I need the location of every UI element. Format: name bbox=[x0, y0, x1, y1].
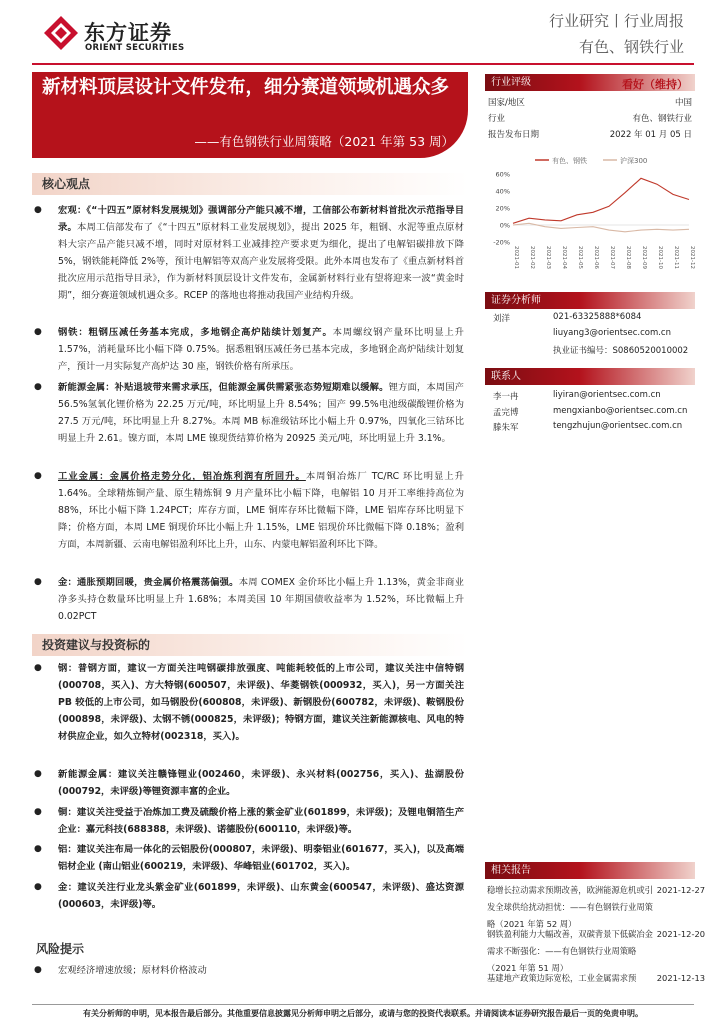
core-views-label: 核心观点 bbox=[42, 177, 91, 191]
bullet-body: 本周螺纹钢产量环比明显上升 1.57%，消耗量环比小幅下降 0.75%。据悉粗钢压减任务已基本完成，多地钢企高炉陆续计划复产，预计一月实际复产高炉达 30 座，钢铁价格有所承压。 bbox=[58, 327, 464, 372]
analyst-label: 证券分析师 bbox=[491, 295, 541, 306]
risk-label: 风险提示 bbox=[36, 942, 85, 956]
invest-bullet-steel bbox=[34, 660, 464, 745]
report-type: 行业研究丨行业周报 bbox=[548, 12, 684, 30]
bullet-lead: 新能源金属：补贴退坡带来需求承压，但能源金属供需紧张态势短期难以缓解。 bbox=[58, 382, 389, 393]
info-value: 有色、钢铁行业 bbox=[632, 114, 692, 124]
core-bullet-gold bbox=[34, 574, 464, 625]
bullet-icon: ● bbox=[34, 844, 42, 854]
contact-email[interactable]: mengxianbo@orientsec.com.cn bbox=[553, 406, 688, 416]
analyst-name: 刘洋 bbox=[493, 314, 511, 324]
analyst-email[interactable]: liuyang3@orientsec.com.cn bbox=[553, 328, 671, 338]
related-report-title[interactable]: 钢铁盈利能力大幅改善，双碳背景下低碳冶金需求不断强化：——有色钢铁行业周策略（2021 年第 51 周） bbox=[487, 929, 653, 973]
bullet-text: 铝：建议关注布局一体化的云铝股份(000807，未评级)、明泰铝业(601677，买入)，以及高端铝材企业 (南山铝业(600219，未评级)、华峰铝业(601702，买入)。 bbox=[58, 844, 464, 872]
rating-value: 看好（维持） bbox=[622, 78, 688, 91]
x-tick-label: 2021-04 bbox=[561, 246, 567, 269]
report-subtitle: ——有色钢铁行业周策略（2021 年第 53 周） bbox=[194, 134, 454, 149]
series-line bbox=[513, 178, 689, 223]
bullet-text: 新能源金属：建议关注赣锋锂业(002460，未评级)、永兴材料(002756，买入)、盐湖股份(000792，未评级)等锂资源丰富的企业。 bbox=[58, 769, 464, 797]
title-banner bbox=[32, 72, 468, 158]
rating-label: 行业评级 bbox=[491, 77, 531, 88]
bullet-icon: ● bbox=[34, 205, 42, 215]
bullet-icon: ● bbox=[34, 769, 42, 779]
info-row-industry bbox=[488, 112, 692, 126]
y-tick-label: 0% bbox=[499, 221, 510, 230]
x-tick-label: 2021-09 bbox=[641, 246, 647, 269]
logo-text-cn: 东方证券 bbox=[84, 21, 172, 45]
contacts-label: 联系人 bbox=[491, 371, 521, 382]
x-tick-label: 2021-11 bbox=[673, 246, 679, 269]
investment-label: 投资建议与投资标的 bbox=[42, 638, 151, 652]
contacts-header bbox=[485, 368, 695, 385]
core-bullet-steel bbox=[34, 324, 464, 375]
related-header bbox=[485, 862, 695, 879]
invest-bullet-new-energy bbox=[34, 766, 464, 800]
y-tick-label: -20% bbox=[493, 238, 510, 247]
core-bullet-new-energy bbox=[34, 379, 464, 447]
info-row-region bbox=[488, 96, 692, 110]
analyst-phone: 021-63325888*6084 bbox=[553, 312, 642, 322]
info-key: 报告发布日期 bbox=[488, 130, 540, 140]
bullet-lead: 钢铁：粗钢压减任务基本完成，多地钢企高炉陆续计划复产。 bbox=[58, 327, 333, 338]
invest-bullet-copper bbox=[34, 804, 464, 838]
contact-email[interactable]: tengzhujun@orientsec.com.cn bbox=[553, 421, 683, 431]
series-line bbox=[513, 223, 689, 232]
x-tick-label: 2021-07 bbox=[609, 246, 615, 269]
industry-name: 有色、钢铁行业 bbox=[578, 38, 684, 56]
bullet-body: 本周工信部发布了《“十四五”原材料工业发展规划》，提出 2025 年，粗钢、水泥等重点原材料大宗产品产能只减不增，同时对原材料工业减排控产要求更为细化，提出了电解铝碳排放下降 5%，钢铁能耗降低 2%等，预计电解铝等双高产业发展将受限。此外本周也发布了《重点新材料首批次应用示范指导目录》，作为新材料顶层设计文件发布，金属新材料行业有望将迎来一波“黄金时期”，细分赛道领域机遇众多。RCEP 的落地也将推动我国产业结构升级。 bbox=[58, 222, 464, 301]
orient-logo-icon bbox=[44, 16, 78, 50]
info-key: 国家/地区 bbox=[488, 98, 525, 108]
bullet-icon: ● bbox=[34, 882, 42, 892]
risk-bullet bbox=[34, 962, 464, 979]
x-tick-label: 2021-05 bbox=[577, 246, 583, 269]
analyst-header bbox=[485, 292, 695, 309]
bullet-icon: ● bbox=[34, 965, 42, 975]
disclaimer-footer: 有关分析师的申明，见本报告最后部分。其他重要信息披露见分析师申明之后部分，或请与您的投资代表联系。并请阅读本证券研究报告最后一页的免责申明。 bbox=[32, 1004, 694, 1019]
invest-bullet-aluminum bbox=[34, 841, 464, 875]
x-tick-label: 2021-08 bbox=[625, 246, 631, 269]
header-divider bbox=[32, 63, 694, 65]
logo-text-en: ORIENT SECURITIES bbox=[85, 43, 185, 53]
bullet-body: 本周 COMEX 金价环比小幅上升 1.13%，黄金非商业净多头持仓数量环比明显上升 1.68%；本周美国 10 年期国债收益率为 1.52%，环比微幅上升 0.02PCT bbox=[58, 577, 464, 622]
info-key: 行业 bbox=[488, 114, 506, 124]
bullet-icon: ● bbox=[34, 382, 42, 392]
bullet-icon: ● bbox=[34, 663, 42, 673]
related-report-date: 2021-12-13 bbox=[656, 973, 705, 983]
x-tick-label: 2021-03 bbox=[545, 246, 551, 269]
bullet-text: 铜：建议关注受益于冶炼加工费及硫酸价格上涨的紫金矿业(601899，未评级)；及锂电铜箔生产企业：嘉元科技(688388，未评级)、诺德股份(600110，未评级)等。 bbox=[58, 807, 464, 835]
bullet-lead: 金：通胀预期回暖，贵金属价格震荡偏强。 bbox=[58, 577, 239, 588]
x-tick-label: 2021-02 bbox=[529, 246, 535, 269]
risk-header bbox=[32, 938, 468, 960]
core-views-header bbox=[32, 173, 468, 195]
contact-name: 滕朱军 bbox=[493, 423, 519, 433]
bullet-text: 金：建议关注行业龙头紫金矿业(601899，未评级)、山东黄金(600547，未评级)、盛达资源(000603，未评级)等。 bbox=[58, 882, 464, 910]
company-logo bbox=[44, 12, 194, 56]
related-report[interactable] bbox=[487, 970, 705, 987]
invest-bullet-gold bbox=[34, 879, 464, 913]
bullet-icon: ● bbox=[34, 471, 42, 481]
performance-chart bbox=[485, 152, 695, 278]
core-bullet-industrial bbox=[34, 468, 464, 553]
bullet-icon: ● bbox=[34, 577, 42, 587]
bullet-body: 本周铜冶炼厂 TC/RC 环比明显上升 1.64%。全球精炼铜产量、原生精炼铜 9 月产量环比小幅下降，电解铝 10 月开工率维持高位为 88%，环比小幅下降 1.24PCT；库存方面，LME 铜库存环比微幅下降，LME 铝库存环比明显下降；价格方面，本周 LME 铜现价环比小幅上升 1.15%，LME 铝现价环比微幅下降 0.18%；盈利方面，本周新疆、云南电解铝盈利环比上升，山东、内蒙电解铝盈利环比下降。 bbox=[58, 471, 464, 550]
related-report-date: 2021-12-20 bbox=[656, 929, 705, 939]
bullet-icon: ● bbox=[34, 327, 42, 337]
contact-name: 孟完博 bbox=[493, 408, 519, 418]
report-title: 新材料顶层设计文件发布，细分赛道领域机遇众多 bbox=[42, 77, 450, 98]
contact-name: 李一冉 bbox=[493, 392, 519, 402]
bullet-text: 宏观经济增速放缓；原材料价格波动 bbox=[58, 965, 207, 976]
legend-label: 沪深300 bbox=[620, 157, 648, 165]
x-tick-label: 2021-12 bbox=[689, 246, 695, 269]
y-tick-label: 20% bbox=[495, 204, 510, 213]
bullet-icon: ● bbox=[34, 807, 42, 817]
related-label: 相关报告 bbox=[491, 865, 531, 876]
related-report-title[interactable]: 基建地产政策边际宽松，工业金属需求预 bbox=[487, 973, 637, 983]
info-value: 中国 bbox=[674, 98, 692, 108]
related-report-title[interactable]: 稳增长拉动需求预期改善，欧洲能源危机或引发全球供给扰动担忧：——有色钢铁行业周策略（2021 年第 52 周） bbox=[487, 885, 653, 929]
contact-email[interactable]: liyiran@orientsec.com.cn bbox=[553, 390, 661, 400]
bullet-lead: 宏观：《“十四五”原材料发展规划》强调部分产能只减不增，工信部公布新材料首批次示范指导目录。 bbox=[58, 205, 464, 233]
core-bullet-macro bbox=[34, 202, 464, 304]
x-tick-label: 2021-10 bbox=[657, 246, 663, 269]
info-value: 2022 年 01 月 05 日 bbox=[609, 130, 692, 140]
bullet-lead: 工业金属：金属价格走势分化，铝冶炼利润有所回升。 bbox=[58, 471, 306, 482]
bullet-text: 钢：普钢方面，建议一方面关注吨钢碳排放强度、吨能耗较低的上市公司，建议关注中信特钢(000708，买入)、方大特钢(600507，未评级)、华菱钢铁(000932，买入)，另一方面关注 PB 较低的上市公司，如马钢股份(600808，未评级)、新钢股份(600782，未评级)、鞍钢股份(000898，未评级)、太钢不锈(000825，未评级)；特钢方面，建议关注新能源核电、风电的特材供应企业，如久立特材(002318，买入)。 bbox=[58, 663, 464, 742]
y-tick-label: 60% bbox=[495, 170, 510, 179]
y-tick-label: 40% bbox=[495, 187, 510, 196]
x-tick-label: 2021-01 bbox=[513, 246, 519, 269]
x-tick-label: 2021-06 bbox=[593, 246, 599, 269]
info-row-date bbox=[488, 128, 692, 142]
related-report-date: 2021-12-27 bbox=[656, 885, 705, 895]
investment-header bbox=[32, 634, 468, 656]
bullet-body: 锂方面，本周国产 56.5%氢氧化锂价格为 22.25 万元/吨，环比明显上升 8.54%；国产 99.5%电池级碳酸锂价格为 27.5 万元/吨，环比明显上升 8.27%。本周 MB 标准级钴环比小幅上升 0.97%，四氧化三钴环比明显上升 2.61。镍方面，本周 LME 镍现货结算价格为 20925 美元/吨，环比明显上升 3.1%。 bbox=[58, 382, 464, 444]
analyst-license: 执业证书编号：S0860520010002 bbox=[553, 346, 689, 356]
legend-label: 有色、钢铁 bbox=[552, 157, 587, 165]
